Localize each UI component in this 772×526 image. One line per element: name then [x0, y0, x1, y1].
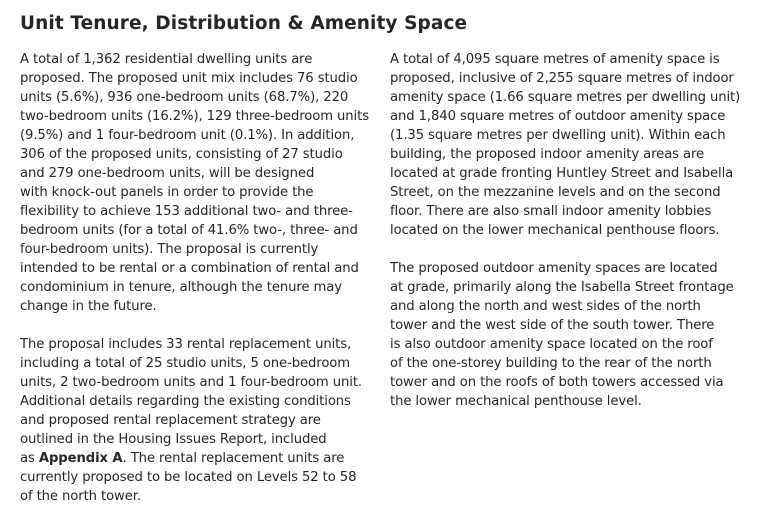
text-line: proposed. The proposed unit mix includes 76 studio: [20, 71, 358, 86]
rental-replacement-paragraph: [20, 335, 372, 506]
paragraph-spacer: [20, 316, 372, 335]
unit-mix-paragraph: [20, 50, 372, 316]
text-fragment: as: [20, 451, 39, 466]
text-line: tower and the west side of the south tower. There: [390, 318, 715, 333]
text-line: located at grade fronting Huntley Street and Isabella: [390, 166, 734, 181]
text-line: at grade, primarily along the Isabella Street frontage: [390, 280, 734, 295]
text-fragment: . The rental replacement units are: [122, 451, 345, 466]
text-line: change in the future.: [20, 299, 157, 314]
text-line: amenity space (1.66 square metres per dwelling unit): [390, 90, 741, 105]
text-line: (1.35 square metres per dwelling unit). Within each: [390, 128, 726, 143]
text-line: of the north tower.: [20, 489, 141, 504]
page-heading: Unit Tenure, Distribution & Amenity Space: [20, 13, 468, 34]
text-line: the lower mechanical penthouse level.: [390, 394, 642, 409]
text-line: intended to be rental or a combination of rental and: [20, 261, 359, 276]
paragraph-spacer: [390, 240, 750, 259]
text-line: The proposal includes 33 rental replacement units,: [20, 337, 352, 352]
text-line: located on the lower mechanical penthouse floors.: [390, 223, 720, 238]
text-line: condominium in tenure, although the tenure may: [20, 280, 342, 295]
appendix-reference: Appendix A: [38, 451, 123, 466]
text-line: units, 2 two-bedroom units and 1 four-bedroom unit.: [20, 375, 362, 390]
amenity-space-paragraph: [390, 50, 750, 240]
right-column: [390, 50, 750, 411]
text-line: flexibility to achieve 153 additional two- and three-: [20, 204, 353, 219]
text-line: A total of 1,362 residential dwelling units are: [20, 52, 313, 67]
text-line: bedroom units (for a total of 41.6% two-, three- and: [20, 223, 358, 238]
text-line: currently proposed to be located on Levels 52 to 58: [20, 470, 357, 485]
text-line: A total of 4,095 square metres of amenity space is: [390, 52, 720, 67]
text-line: and 279 one-bedroom units, will be designed: [20, 166, 315, 181]
text-line: units (5.6%), 936 one-bedroom units (68.7%), 220: [20, 90, 349, 105]
text-line: and along the north and west sides of the north: [390, 299, 701, 314]
text-line-with-appendix: [20, 449, 372, 468]
text-line: and 1,840 square metres of outdoor amenity space: [390, 109, 726, 124]
text-line: with knock-out panels in order to provide the: [20, 185, 314, 200]
text-line: (9.5%) and 1 four-bedroom unit (0.1%). In addition,: [20, 128, 355, 143]
outdoor-amenity-paragraph: [390, 259, 750, 411]
text-line: is also outdoor amenity space located on the roof: [390, 337, 713, 352]
text-line: including a total of 25 studio units, 5 one-bedroom: [20, 356, 350, 371]
text-line: floor. There are also small indoor amenity lobbies: [390, 204, 712, 219]
text-line: four-bedroom units). The proposal is currently: [20, 242, 319, 257]
text-line: tower and on the roofs of both towers accessed via: [390, 375, 724, 390]
text-line: The proposed outdoor amenity spaces are located: [390, 261, 718, 276]
text-line: outlined in the Housing Issues Report, included: [20, 432, 327, 447]
text-line: two-bedroom units (16.2%), 129 three-bedroom units: [20, 109, 369, 124]
text-line: of the one-storey building to the rear of the north: [390, 356, 712, 371]
text-line: building, the proposed indoor amenity areas are: [390, 147, 705, 162]
text-line: Street, on the mezzanine levels and on the second: [390, 185, 721, 200]
text-line: 306 of the proposed units, consisting of 27 studio: [20, 147, 343, 162]
text-line: and proposed rental replacement strategy are: [20, 413, 321, 428]
text-line: proposed, inclusive of 2,255 square metres of indoor: [390, 71, 734, 86]
left-column: [20, 50, 372, 506]
text-line: Additional details regarding the existing conditions: [20, 394, 351, 409]
